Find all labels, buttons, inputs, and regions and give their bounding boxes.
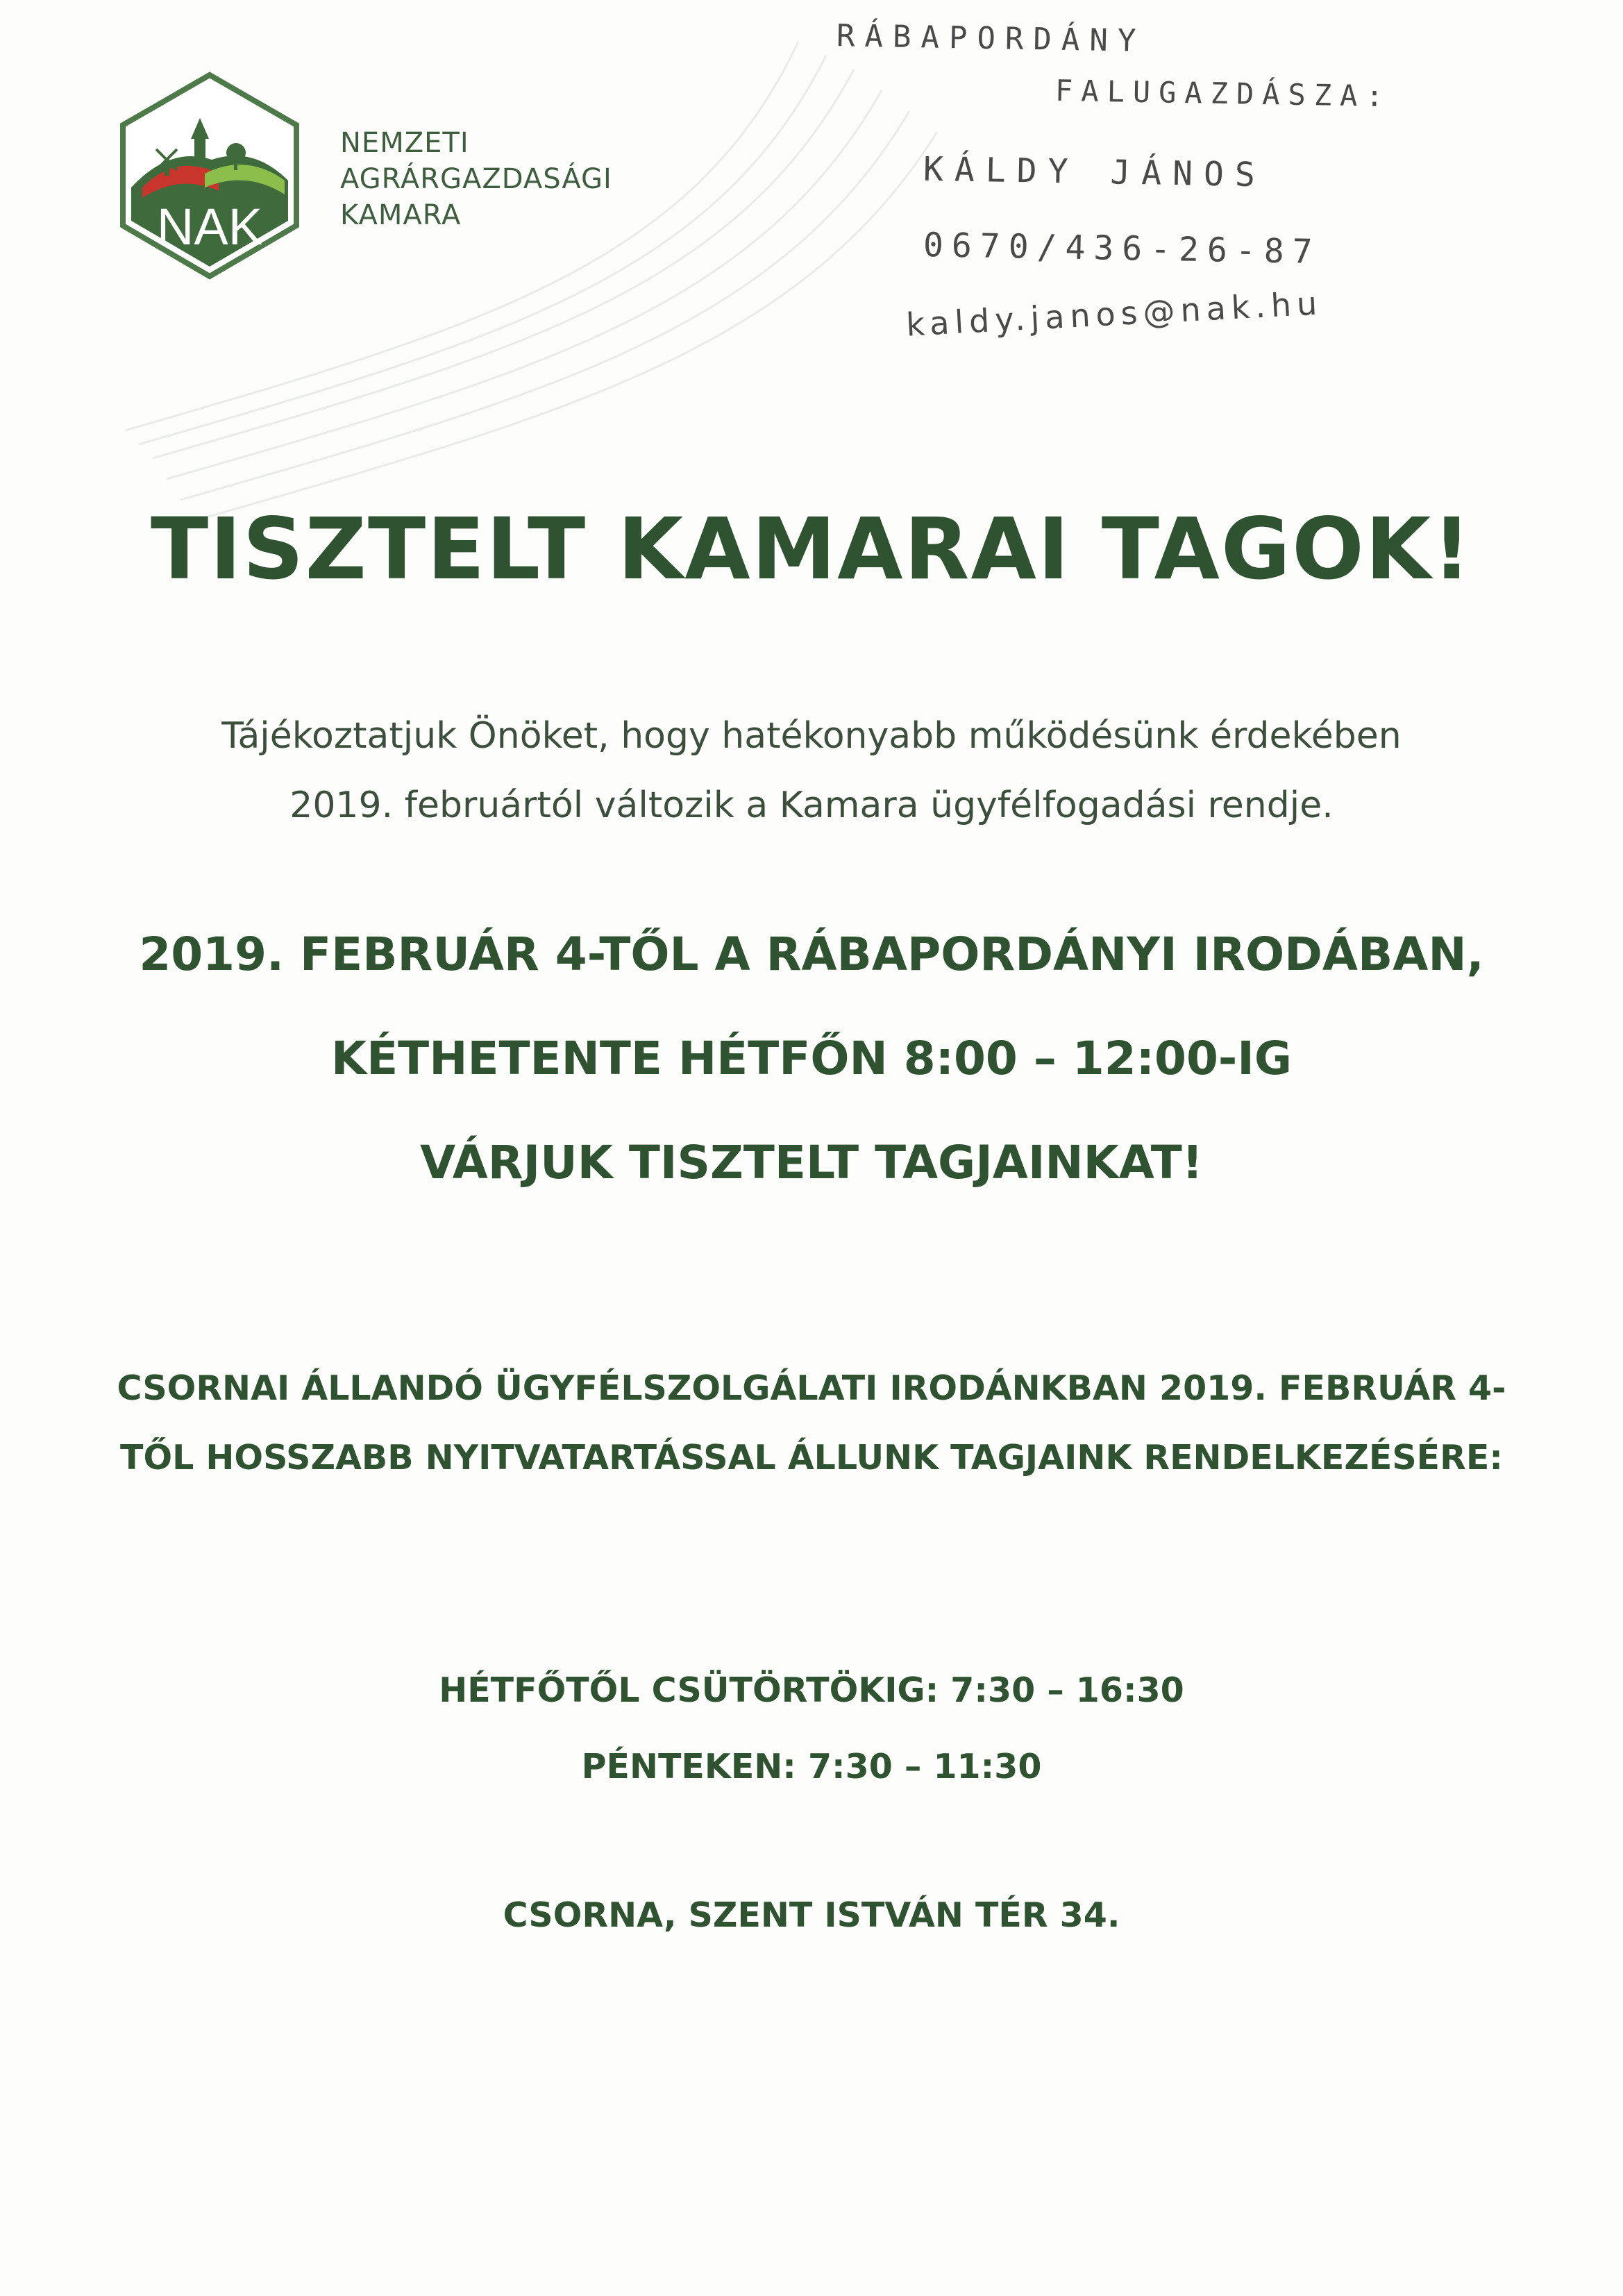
main-notice-line-2: KÉTHETENTE HÉTFŐN 8:00 – 12:00-IG [330,1032,1293,1085]
intro-line-1: Tájékoztatjuk Önöket, hogy hatékonyabb működésünk érdekében [221,715,1402,757]
csorna-office-notice [0,1354,1623,1493]
organization-name-line-3: KAMARA [340,199,462,231]
rabapordany-office-notice [0,903,1623,1215]
handwritten-note-line-3: KÁLDY JÁNOS [923,149,1267,195]
nak-logo [115,69,305,285]
handwritten-note-line-1: RÁBAPORDÁNY [836,18,1146,59]
office-address: CSORNA, SZENT ISTVÁN TÉR 34. [503,1895,1120,1935]
organization-name-line-1: NEMZETI [340,127,469,159]
organization-name [340,125,612,233]
hours-friday: PÉNTEKEN: 7:30 – 11:30 [581,1747,1042,1786]
intro-line-2: 2019. februártól változik a Kamara ügyfélfogadási rendje. [289,785,1334,826]
opening-hours [0,1652,1623,1805]
hours-weekdays: HÉTFŐTŐL CSÜTÖRTÖKIG: 7:30 – 16:30 [439,1670,1184,1710]
main-notice-line-1: 2019. FEBRUÁR 4-TŐL A RÁBAPORDÁNYI IRODÁBAN, [139,928,1484,981]
csorna-notice-line-2: TŐL HOSSZABB NYITVATARTÁSSAL ÁLLUNK TAGJAINK RENDELKEZÉSÉRE: [120,1438,1503,1477]
logo-text: NAK [156,198,263,255]
handwritten-note-line-4: 0670/436-26-87 [923,226,1322,271]
main-notice-line-3: VÁRJUK TISZTELT TAGJAINKAT! [420,1136,1203,1189]
csorna-notice-line-1: CSORNAI ÁLLANDÓ ÜGYFÉLSZOLGÁLATI IRODÁNKBAN 2019. FEBRUÁR 4- [117,1368,1506,1408]
handwritten-note-line-5: kaldy.janos@nak.hu [905,284,1324,344]
handwritten-note-line-2: FALUGAZDÁSZA: [1054,73,1393,114]
intro-paragraph [0,701,1623,840]
organization-name-line-2: AGRÁRGAZDASÁGI [340,163,612,195]
page-title: TISZTELT KAMARAI TAGOK! [151,500,1472,598]
